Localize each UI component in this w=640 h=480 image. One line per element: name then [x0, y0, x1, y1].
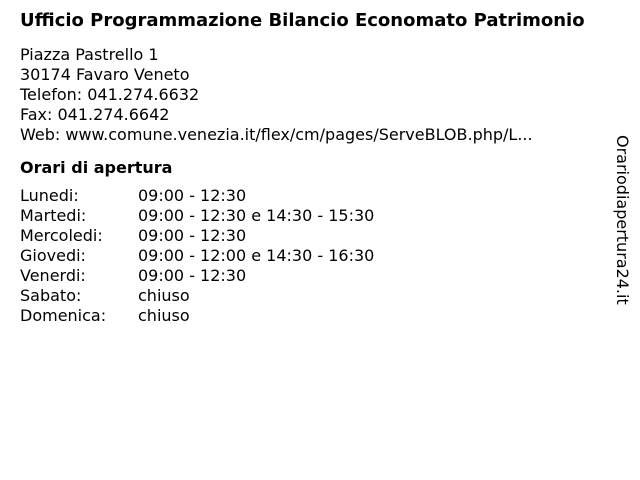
address-block — [20, 45, 610, 145]
time-value: chiuso — [138, 306, 190, 325]
hours-row-domenica — [20, 306, 610, 326]
day-label: Venerdi: — [20, 266, 86, 285]
address-city: 30174 Favaro Veneto — [20, 65, 190, 84]
hours-row-sabato — [20, 286, 610, 306]
day-label: Domenica: — [20, 306, 107, 325]
office-card — [20, 10, 610, 326]
office-title: Ufficio Programmazione Bilancio Economato Patrimonio — [20, 10, 585, 31]
day-label: Lunedi: — [20, 186, 79, 205]
hours-row-giovedi — [20, 246, 610, 266]
address-street: Piazza Pastrello 1 — [20, 45, 159, 64]
time-value: 09:00 - 12:00 e 14:30 - 16:30 — [138, 246, 375, 265]
hours-heading: Orari di apertura — [20, 158, 173, 177]
day-label: Mercoledi: — [20, 226, 103, 245]
hours-row-mercoledi — [20, 226, 610, 246]
time-value: 09:00 - 12:30 — [138, 226, 247, 245]
time-value: 09:00 - 12:30 — [138, 186, 247, 205]
day-label: Giovedi: — [20, 246, 86, 265]
brand-watermark: Orariodiapertura24.it — [613, 135, 632, 305]
day-label: Sabato: — [20, 286, 82, 305]
phone-number: Telefon: 041.274.6632 — [20, 85, 200, 104]
time-value: 09:00 - 12:30 e 14:30 - 15:30 — [138, 206, 375, 225]
fax-number: Fax: 041.274.6642 — [20, 105, 170, 124]
hours-row-martedi — [20, 206, 610, 226]
website-link[interactable]: Web: www.comune.venezia.it/flex/cm/pages/ServeBLOB.php/L... — [20, 125, 533, 144]
time-value: chiuso — [138, 286, 190, 305]
hours-row-lunedi — [20, 186, 610, 206]
day-label: Martedi: — [20, 206, 87, 225]
time-value: 09:00 - 12:30 — [138, 266, 247, 285]
opening-hours-list — [20, 186, 610, 326]
hours-row-venerdi — [20, 266, 610, 286]
